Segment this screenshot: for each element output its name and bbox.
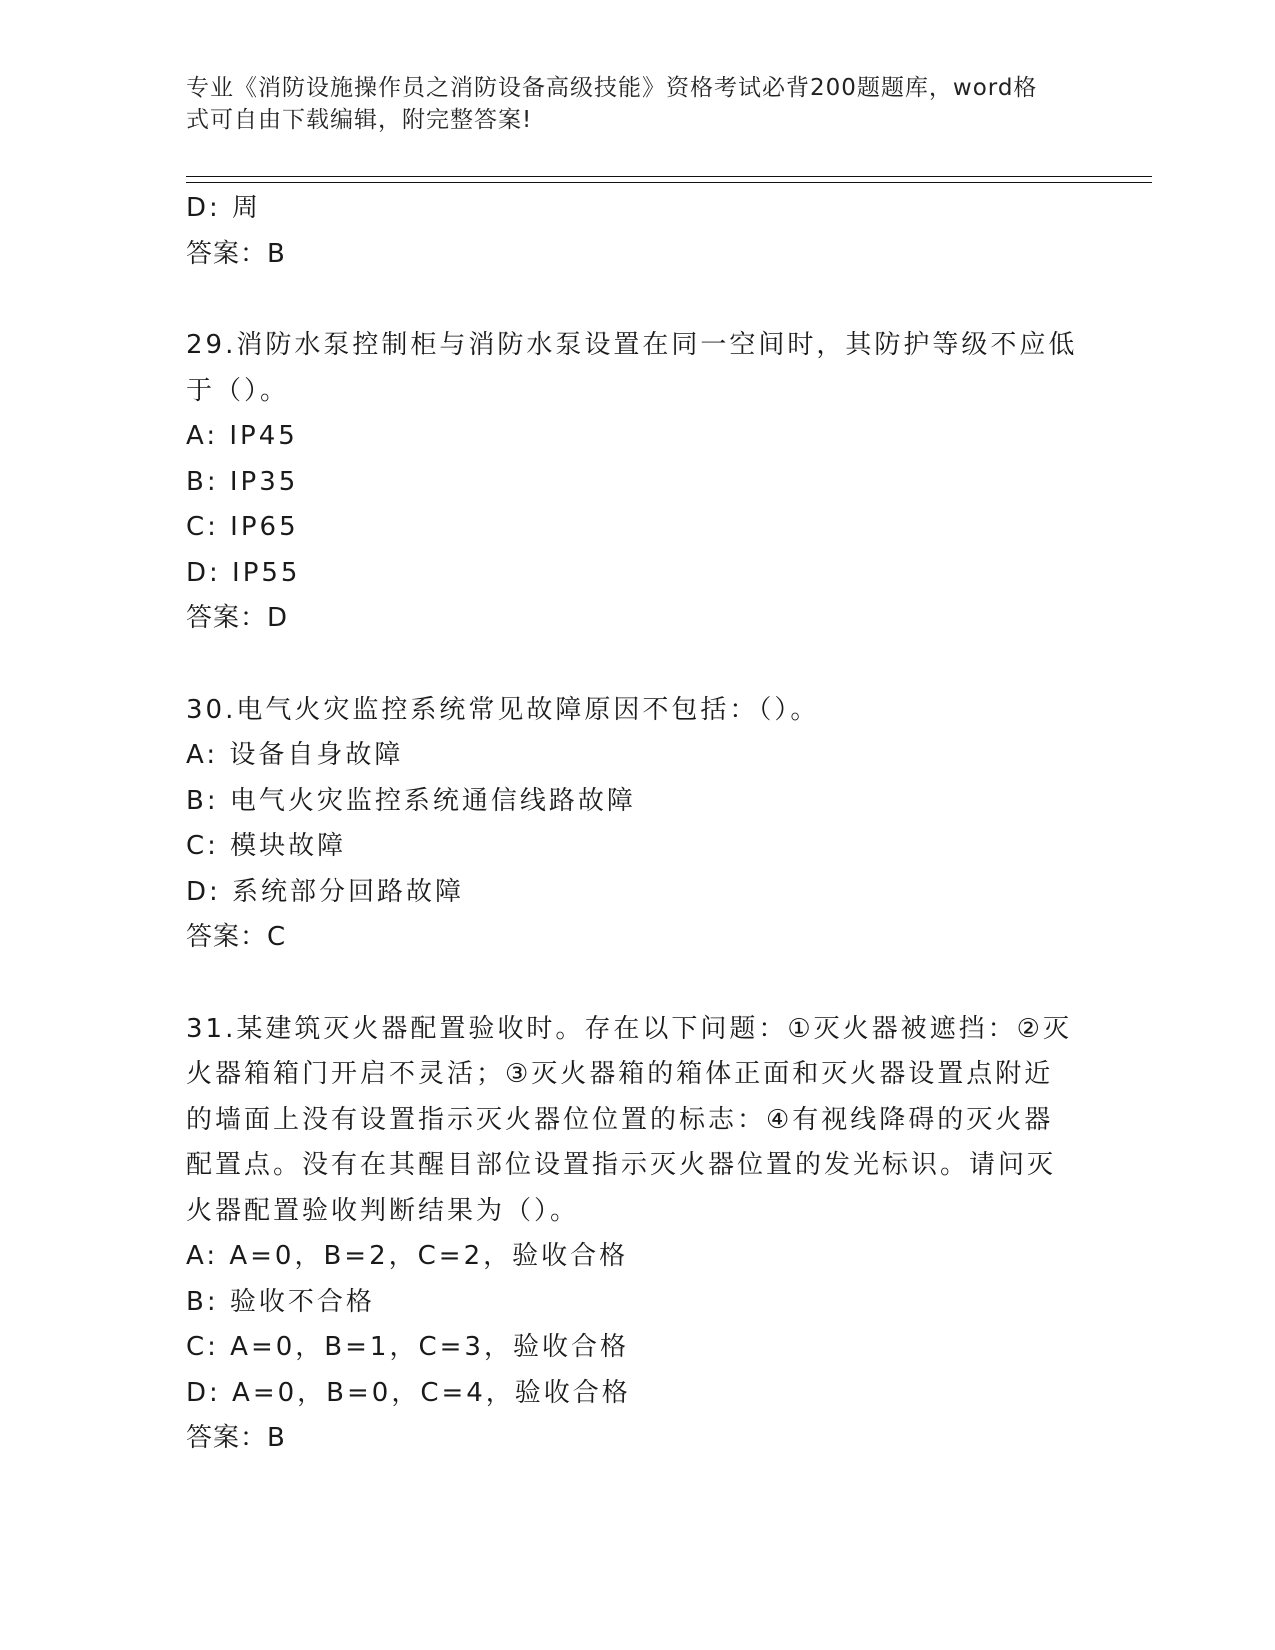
header-divider-bottom [186,182,1152,183]
question-stem-line: 火器配置验收判断结果为（）。 [186,1195,580,1226]
question-30 [186,688,1086,961]
option-a: A: IP45 [186,421,298,451]
question-stem-line: 30.电气火灾监控系统常见故障原因不包括：（）。 [186,694,820,725]
prev-question-answer: 答案：B [186,238,286,269]
option-b: B: 电气火灾监控系统通信线路故障 [186,785,636,816]
question-stem-line: 31.某建筑灭火器配置验收时。存在以下问题：①灭火器被遮挡：②灭 [186,1013,1072,1044]
header-line-1: 专业《消防设施操作员之消防设备高级技能》资格考试必背200题题库，word格 [186,75,1038,101]
question-stem-line: 29.消防水泵控制柜与消防水泵设置在同一空间时，其防护等级不应低 [186,330,1078,360]
answer: 答案：C [186,922,287,952]
option-d: D: 系统部分回路故障 [186,876,465,907]
question-stem-line: 火器箱箱门开启不灵活；③灭火器箱的箱体正面和灭火器设置点附近 [186,1059,1054,1089]
question-content [186,186,1086,1462]
answer: 答案：B [186,1423,286,1453]
option-c: C: 模块故障 [186,831,347,861]
option-b: B: 验收不合格 [186,1286,375,1317]
option-a: A: A=0，B=2，C=2，验收合格 [186,1241,629,1271]
answer: 答案：D [186,603,289,633]
option-a: A: 设备自身故障 [186,740,404,770]
question-stem-line: 于（）。 [186,375,290,406]
question-stem-line: 的墙面上没有设置指示灭火器位位置的标志：④有视线降碍的灭火器 [186,1104,1054,1135]
option-d: D: A=0，B=0，C=4，验收合格 [186,1377,631,1408]
spacer [186,961,1086,1007]
spacer [186,277,1086,323]
question-29 [186,323,1086,642]
option-c: C: IP65 [186,512,299,542]
document-header [186,72,1066,136]
spacer [186,642,1086,688]
option-c: C: A=0，B=1，C=3，验收合格 [186,1332,629,1362]
header-divider-top [186,176,1152,177]
question-stem-line: 配置点。没有在其醒目部位设置指示灭火器位置的发光标识。请问灭 [186,1150,1057,1180]
question-31 [186,1007,1086,1462]
prev-question-option-d: D: 周 [186,193,262,223]
header-line-2: 式可自由下载编辑，附完整答案! [186,107,533,133]
option-d: D: IP55 [186,557,301,588]
option-b: B: IP35 [186,466,299,497]
